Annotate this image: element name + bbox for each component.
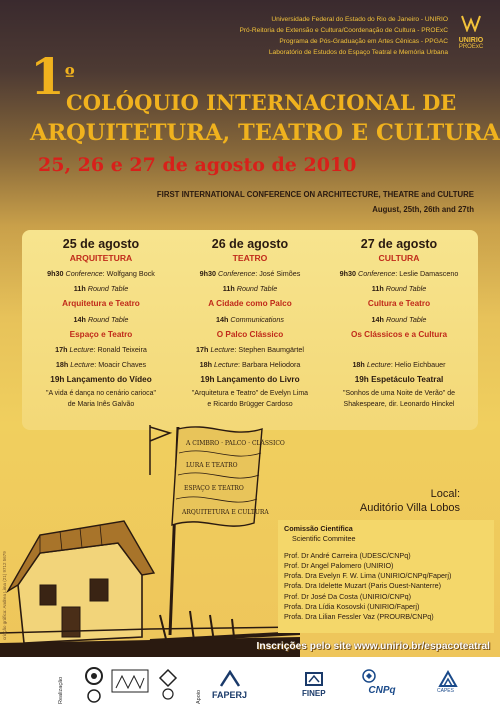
schedule-day-25	[26, 236, 176, 411]
institution-line: Laboratório de Estudos do Espaço Teatral e Memória Urbana	[268, 49, 448, 56]
session-title: Cultura e Teatro	[367, 299, 431, 309]
schedule-row: 19h Espetáculo Teatral	[354, 375, 444, 385]
banner-text: ARQUITETURA E CULTURA	[182, 509, 269, 516]
cnpq-logo: CNPq	[362, 669, 402, 696]
session-title: Arquitetura e Teatro	[62, 299, 140, 309]
schedule-row: 18h Lecture: Helio Eichbauer	[352, 360, 446, 370]
day-theme: ARQUITETURA	[69, 253, 133, 263]
committee-title: Comissão Científica	[284, 524, 353, 533]
committee-member: Prof. Dr José Da Costa (UNIRIO/CNPq)	[284, 591, 412, 601]
schedule-row: 14h Round Table	[371, 314, 427, 324]
committee-member: Profa. Dra Evelyn F. W. Lima (UNIRIO/CNPq/Faperj)	[284, 571, 452, 581]
banner-text: LURA E TEATRO	[186, 462, 238, 469]
committee-member: Profa. Dra Lilian Fessler Vaz (PROURB/CNPq)	[284, 612, 434, 622]
cnpq-icon	[362, 669, 402, 683]
schedule-day-27	[324, 236, 474, 411]
venue-label: Local:	[430, 488, 460, 500]
faperj-logo: FAPERJ	[212, 670, 247, 700]
organizer-logos	[82, 664, 192, 704]
banner-text: ESPAÇO E TEATRO	[184, 485, 244, 492]
launch-detail: e Ricardo Brügger Cardoso	[207, 401, 293, 409]
session-title: Espaço e Teatro	[69, 329, 133, 339]
realizacao-label: Realização	[58, 676, 64, 704]
schedule-day-26	[175, 236, 325, 411]
english-title: FIRST INTERNATIONAL CONFERENCE ON ARCHITECTURE, THEATRE and CULTURE	[156, 190, 474, 199]
logo-name: UNIRIO	[458, 37, 484, 44]
logo-unit: PROExC	[458, 44, 484, 50]
schedule-row: 19h Lançamento do Livro	[200, 375, 300, 385]
graphic-credit: criação gráfica: Andrea Lima (21) 9712 5679	[2, 551, 7, 640]
unirio-emblem-icon	[452, 14, 490, 37]
performance-detail: Shakespeare, dir. Leonardo Hinckel	[343, 401, 455, 409]
theatre-sketch-illustration	[0, 415, 300, 665]
session-title: O Palco Clássico	[216, 329, 284, 339]
launch-detail: "A vida é dança no cenário carioca"	[45, 389, 157, 397]
venue-name: Auditório Villa Lobos	[359, 502, 460, 514]
day-theme: CULTURA	[378, 253, 420, 263]
committee-member: Profa. Dra Lídia Kosovski (UNIRIO/Faperj)	[284, 602, 420, 612]
schedule-row: 17h Lecture: Ronald Teixeira	[55, 345, 147, 355]
faperj-icon	[219, 670, 241, 688]
schedule-row: 11h Round Table	[371, 284, 427, 294]
performance-detail: "Sonhos de uma Noite de Verão" de	[343, 389, 455, 397]
scientific-committee	[278, 520, 494, 633]
launch-detail: "Arquitetura e Teatro" de Evelyn Lima	[191, 389, 309, 397]
schedule-row: 18h Lecture: Moacir Chaves	[55, 360, 147, 370]
schedule-row: 17h Lecture: Stephen Baumgärtel	[196, 345, 304, 355]
schedule-row: 14h Communications	[216, 314, 284, 324]
ordinal-indicator: º	[64, 63, 75, 87]
day-heading: 26 de agosto	[211, 237, 289, 251]
title-line-1: COLÓQUIO INTERNACIONAL DE	[66, 90, 457, 115]
schedule-row: 9h30 Conference: Wolfgang Bock	[47, 269, 155, 278]
committee-subtitle: Scientific Commitee	[292, 534, 356, 544]
unirio-logo	[452, 14, 490, 50]
institution-line: Universidade Federal do Estado do Rio de Janeiro - UNIRIO	[271, 16, 448, 23]
event-dates: 25, 26 e 27 de agosto de 2010	[38, 154, 357, 176]
capes-icon	[436, 668, 460, 688]
institution-line: Programa de Pós-Graduação em Artes Cênicas - PPGAC	[279, 38, 448, 45]
schedule-row: 14h Round Table	[73, 314, 129, 324]
day-heading: 27 de agosto	[360, 237, 438, 251]
committee-member: Prof. Dr André Carreira (UDESC/CNPq)	[284, 550, 411, 560]
day-heading: 25 de agosto	[62, 237, 140, 251]
session-title: A Cidade como Palco	[208, 299, 292, 309]
schedule-row: 11h Round Table	[222, 284, 278, 294]
launch-detail: de Maria Inês Galvão	[67, 401, 135, 409]
day-theme: TEATRO	[232, 253, 268, 263]
schedule-row: 9h30 Conference: José Simões	[199, 269, 301, 278]
institutions-list	[239, 14, 448, 58]
ppgac-logo-icon	[160, 670, 176, 686]
committee-member: Profa. Dra Idelette Muzart (Paris Ouest-Nanterre)	[284, 581, 441, 591]
schedule-spacer	[324, 342, 474, 357]
title-line-2: ARQUITETURA, TEATRO E CULTURA	[30, 120, 500, 146]
institution-line: Pró-Reitoria de Extensão e Cultura/Coordenação de Cultura - PROExC	[239, 27, 448, 34]
edition-number: $1^º$	[30, 47, 75, 106]
apoio-label: Apoio	[196, 689, 202, 704]
english-dates: August, 25th, 26th and 27th	[372, 205, 474, 214]
committee-member: Prof. Dr Angel Palomero (UNIRIO)	[284, 560, 394, 570]
footer-sponsors	[0, 657, 500, 707]
banner-text: A CIMBRO · PALCO · CLÁSSICO	[186, 440, 285, 447]
capes-logo: CAPES	[437, 688, 454, 694]
session-title: Os Clássicos e a Cultura	[350, 329, 447, 339]
finep-icon	[304, 671, 324, 687]
finep-logo: FINEP	[302, 671, 326, 698]
schedule-row: 18h Lecture: Barbara Heliodora	[199, 360, 301, 370]
schedule-box	[22, 230, 478, 430]
registration-link[interactable]: Inscrições pelo site www.unirio.br/espacoteatral	[256, 641, 490, 652]
schedule-row: 11h Round Table	[73, 284, 129, 294]
organizer-seal-icon	[88, 690, 100, 702]
schedule-row: 9h30 Conference: Leslie Damasceno	[339, 269, 459, 278]
schedule-row: 19h Lançamento do Vídeo	[50, 375, 152, 385]
